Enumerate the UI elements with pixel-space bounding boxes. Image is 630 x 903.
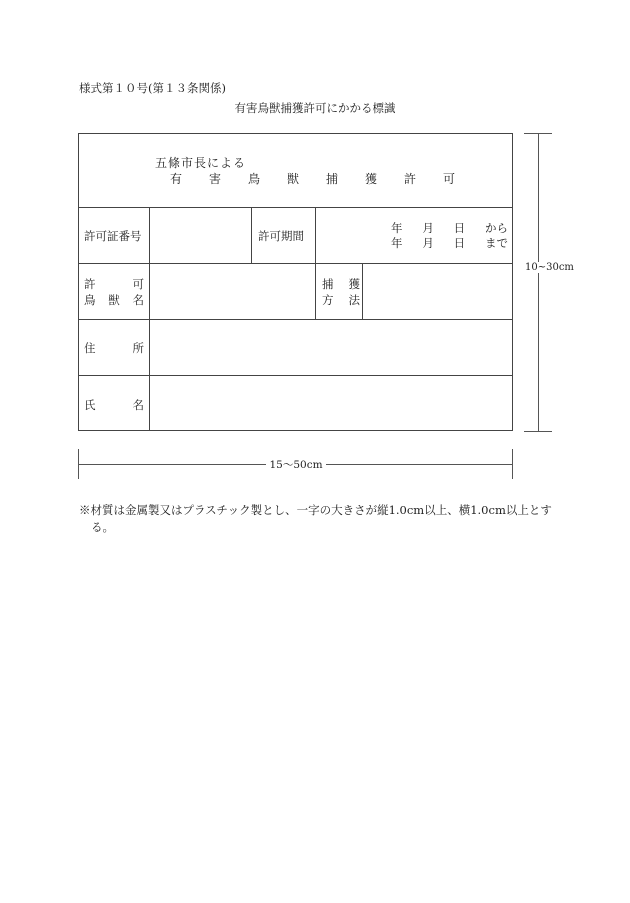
permit-period-label: 許可期間 — [258, 229, 304, 243]
sign-issuer: 五條市長による — [155, 156, 247, 170]
address-label — [84, 341, 144, 355]
period-from-row — [391, 221, 508, 235]
column-divider — [315, 207, 316, 319]
species-label-line2 — [84, 293, 144, 307]
column-divider — [251, 207, 252, 263]
column-divider — [149, 207, 150, 430]
year-label: 年 — [391, 236, 403, 250]
row-divider — [79, 263, 512, 264]
until-label: まで — [484, 236, 508, 250]
species-label-char: 鳥 — [84, 293, 96, 307]
method-label-char: 方 — [322, 293, 334, 307]
row-divider — [79, 207, 512, 208]
method-label-char: 法 — [348, 293, 360, 307]
period-to-row — [391, 236, 508, 250]
species-label-char: 許 — [84, 277, 96, 291]
month-label: 月 — [422, 236, 434, 250]
address-label-char: 所 — [132, 341, 144, 355]
permit-number-label: 許可証番号 — [84, 229, 142, 243]
row-divider — [79, 375, 512, 376]
height-dimension-label: 10~30cm — [525, 262, 574, 273]
row-divider — [79, 319, 512, 320]
method-label-char: 捕 — [322, 277, 334, 291]
from-label: から — [484, 221, 508, 235]
species-label-char: 獣 — [108, 293, 120, 307]
name-label — [84, 398, 144, 412]
material-note: ※材質は金属製又はプラスチック製とし、一字の大きさが縦1.0cm以上、横1.0cm以上とする。 — [79, 503, 552, 534]
method-label-char: 獲 — [348, 277, 360, 291]
sign-title: 有害鳥獣捕獲許可 — [170, 172, 483, 186]
address-label-char: 住 — [84, 341, 96, 355]
width-dimension-label: 15～50cm — [266, 457, 326, 472]
method-label-line1 — [322, 277, 360, 291]
name-label-char: 名 — [132, 398, 144, 412]
species-label-char: 名 — [132, 293, 144, 307]
day-label: 日 — [453, 236, 466, 250]
month-label: 月 — [422, 221, 434, 235]
form-label: 様式第１０号(第１３条関係) — [79, 81, 226, 95]
name-label-char: 氏 — [84, 398, 96, 412]
day-label: 日 — [453, 221, 466, 235]
species-label-char: 可 — [132, 277, 144, 291]
document-title: 有害鳥獣捕獲許可にかかる標識 — [234, 101, 396, 115]
species-label-line1 — [84, 277, 144, 291]
year-label: 年 — [391, 221, 403, 235]
height-dimension-line — [538, 133, 539, 431]
height-dimension-bottom-tick — [524, 431, 552, 432]
method-label-line2 — [322, 293, 360, 307]
column-divider — [362, 263, 363, 319]
